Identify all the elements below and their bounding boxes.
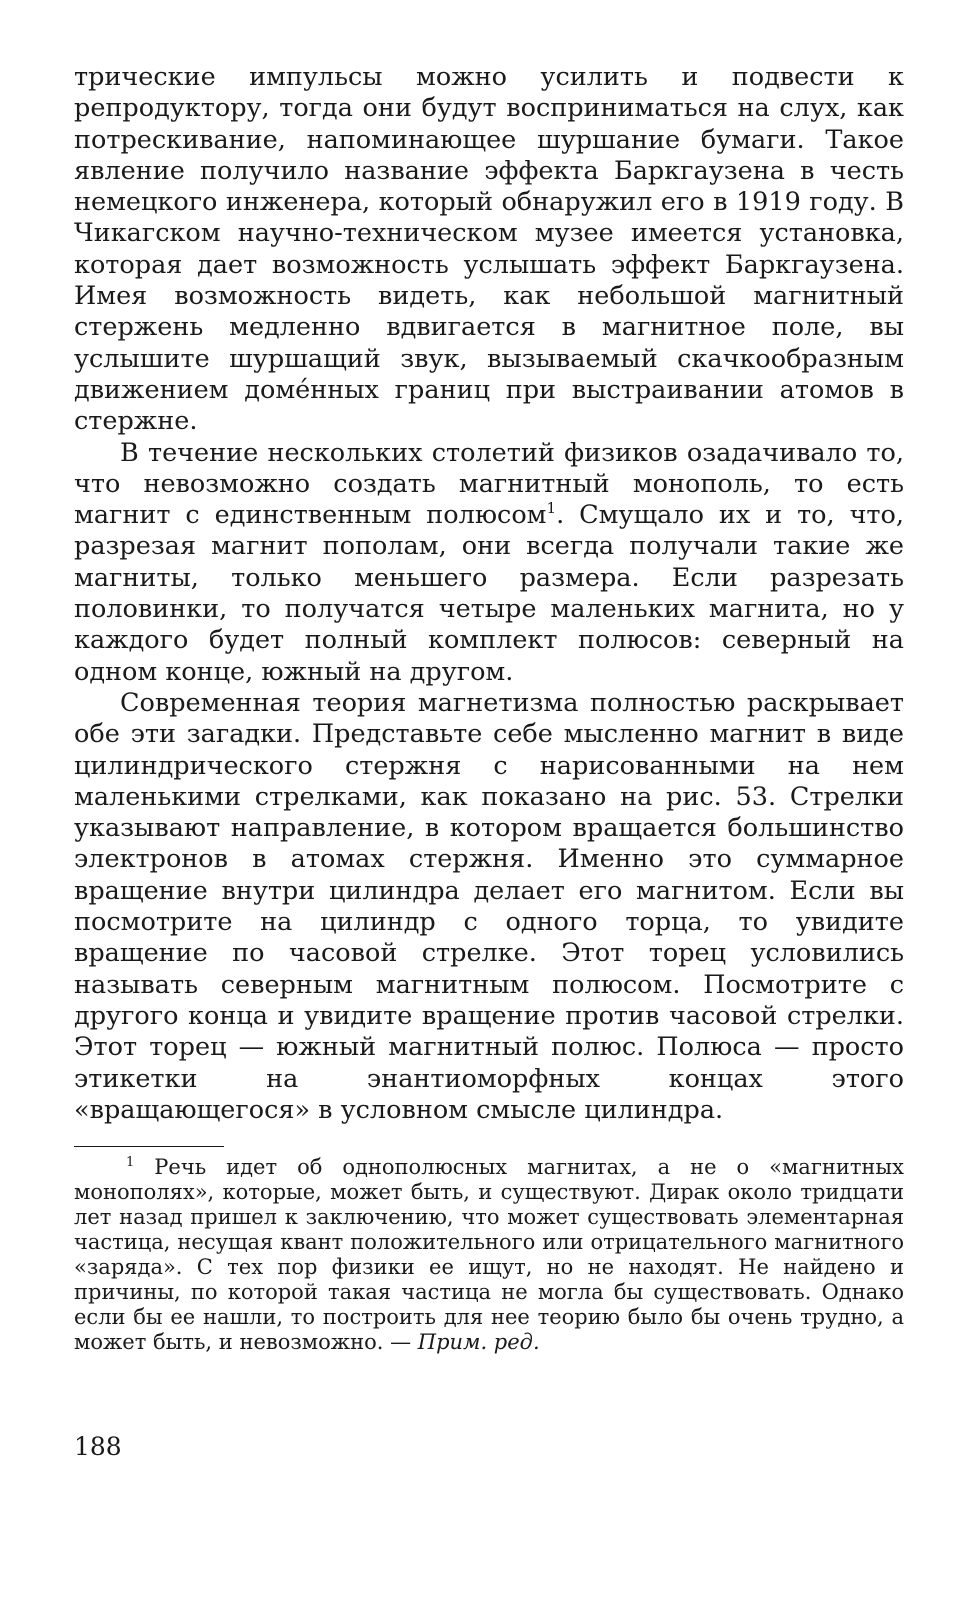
body-paragraph-2 (74, 438, 904, 688)
body-paragraph-3: Современная теория магнетизма полностью раскрывает обе эти загадки. Представьте себе мысленно магнит в виде цилиндрического стержня с нарисованными на нем маленькими стрелками, как показано на рис. 53. Стрелки указывают направление, в котором вращается большинство электронов в атомах стержня. Именно это суммарное вращение внутри цилиндра делает его магнитом. Если вы посмотрите на цилиндр с одного торца, то увидите вращение по часовой стрелке. Этот торец условились называть северным магнитным полюсом. Посмотрите с другого конца и увидите вращение против часовой стрелки. Этот торец — южный магнитный полюс. Полюса — просто этикетки на энантиоморфных концах этого «вращающегося» в условном смысле цилиндра. (74, 687, 904, 1125)
page-number: 188 (74, 1432, 122, 1461)
footnote-editor-note: Прим. ред. (417, 1330, 540, 1355)
footnote-mark: 1 (126, 1155, 135, 1171)
footnote (74, 1155, 904, 1355)
paragraph-2-text-end: . Смущало их и то, что, разрезая магнит пополам, они всегда получали такие же магниты, только меньшего размера. Если разрезать половинки, то получатся четыре маленьких магнита, но у каждого будет полный комплект полюсов: северный на одном конце, южный на другом. (74, 500, 904, 687)
body-paragraph-1: трические импульсы можно усилить и подвести к репродуктору, тогда они будут восприниматься на слух, как потрескивание, напоминающее шуршание бумаги. Такое явление получило название эффекта Баркгаузена в честь немецкого инженера, который обнаружил его в 1919 году. В Чикагском научно-техническом музее имеется установка, которая дает возможность услышать эффект Баркгаузена. Имея возможность видеть, как небольшой магнитный стержень медленно вдвигается в магнитное поле, вы услышите шуршащий звук, вызываемый скачкообразным движением доме́нных границ при выстраивании атомов в стержне. (74, 62, 904, 437)
paragraph-2-text-start: В течение нескольких столетий физиков озадачивало то, что невозможно создать магнитный монополь, то есть магнит с единственным полюсом (74, 437, 904, 531)
footnote-separator (74, 1146, 224, 1147)
page-content (74, 62, 904, 1355)
footnote-text: Речь идет об однополюсных магнитах, а не о «магнитных монополях», которые, может быть, и существуют. Дирак около тридцати лет назад пришел к заключению, что может существовать элементарная частица, несущая квант положительного или отрицательного магнитного «заряда». С тех пор физики ее ищут, но не находят. Не найдено и причины, по которой такая частица не могла бы существовать. Однако если бы ее нашли, то построить для нее теорию было бы очень трудно, а может быть, и невозможно. — (74, 1155, 904, 1355)
footnote-reference-mark: 1 (546, 499, 557, 518)
